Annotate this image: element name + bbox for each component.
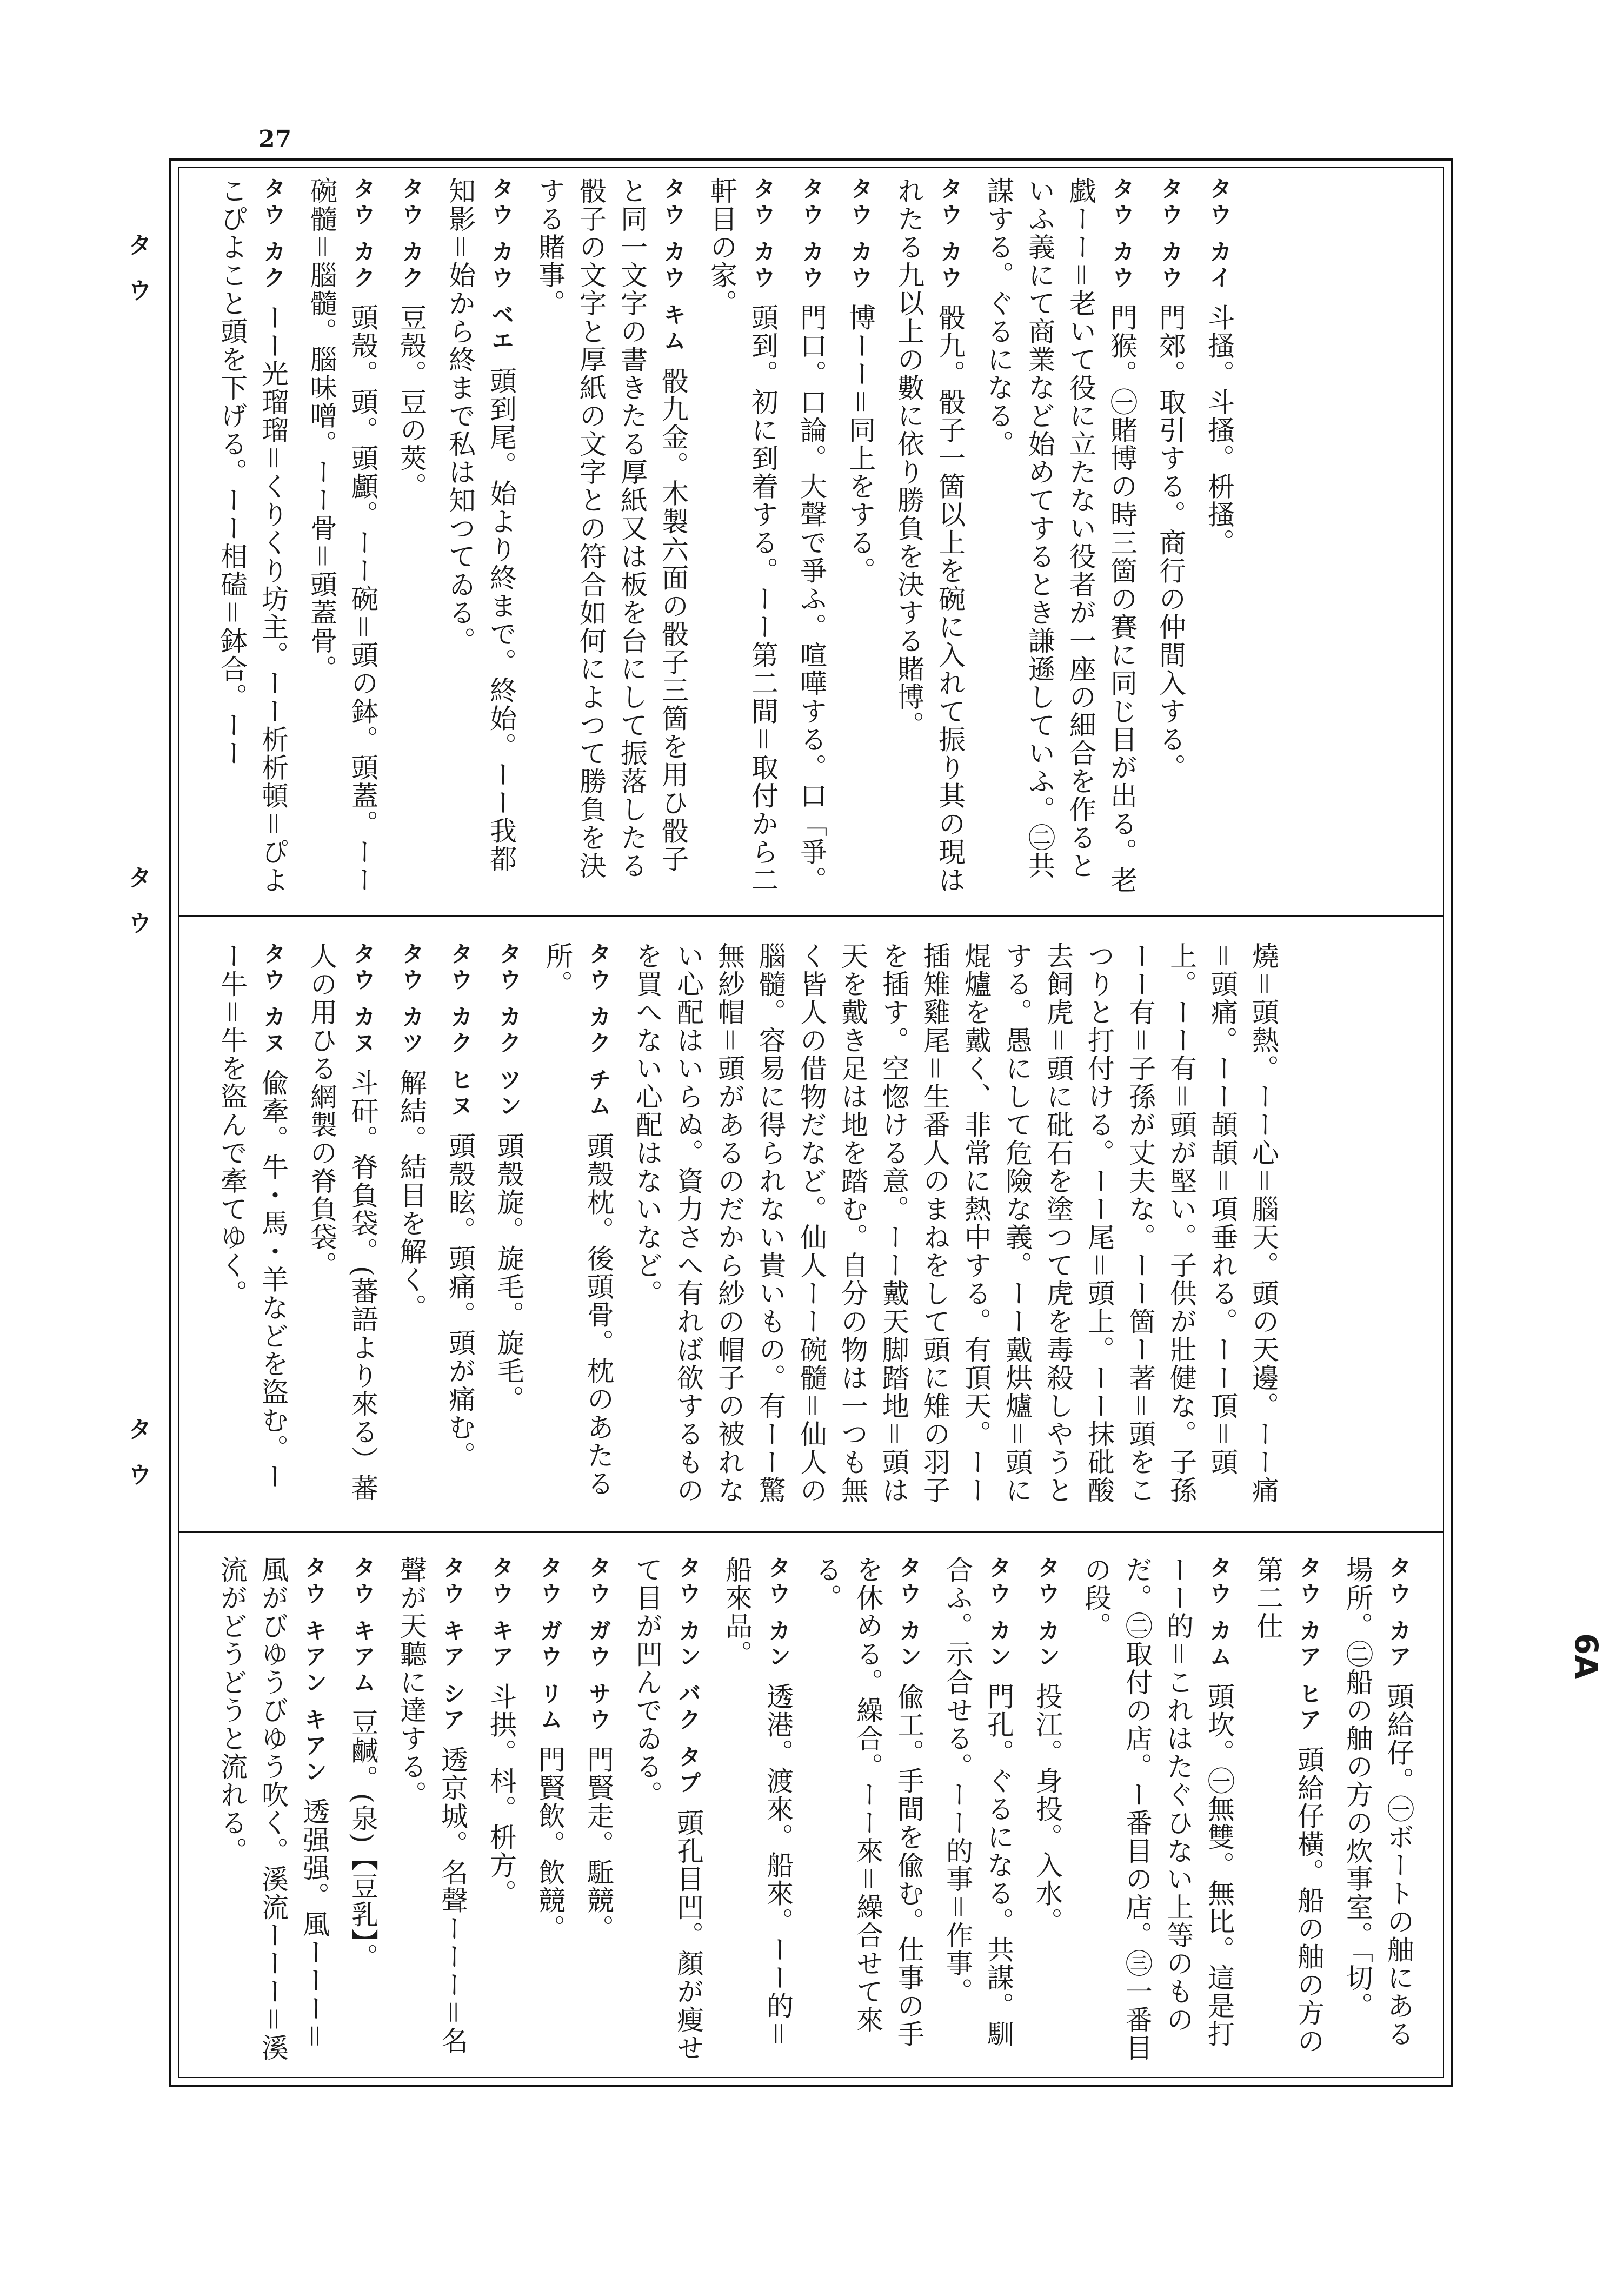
- entry-definition: 頭殼眩。頭痛。頭が痛む。: [444, 1132, 476, 1470]
- dictionary-entry: [529, 1556, 570, 2075]
- entry-definition: 豆鹹。(泉)【豆乳】。: [347, 1708, 378, 1972]
- entry-headword: タウ ガウ リム: [537, 1556, 563, 1734]
- entry-headword: タウ カン: [896, 1556, 922, 1671]
- entry-definition: 門猴。㊀賭博の時三箇の賽に同じ目が出る。老戯ーー＝老いて役に立たない役者が一座の細合を作るといふ義にて商業など始めてするとき謙遜していふ。㊁共謀する。ぐるになる。: [983, 177, 1138, 894]
- entry-definition: 解結。結目を解く。: [396, 1069, 427, 1322]
- entry-definition: 偸工。手間を偸む。仕事の手を休める。繰合。ーー來＝繰合せて來る。: [811, 1556, 924, 2048]
- tier3-head-mark: タウ: [124, 1417, 151, 1508]
- page-number: 27: [258, 125, 292, 153]
- tier2-head-mark: タウ: [124, 865, 151, 956]
- tier-3: [204, 1556, 1424, 2075]
- dictionary-entry: [391, 177, 432, 896]
- entry-definition: 燒＝頭熱。ーー心＝腦天。頭の天邊。ーー痛＝頭痛。ーー頡頡＝項垂れる。ーー頂＝頭上。ーー有＝頭が堅い。子供が壯健な。子孫ーー有＝子孫が丈夫な。ーー箇ー著＝頭をこつりと打付ける。ーー尾＝頭上。ーー抹砒酸去飼虎＝頭に砒石を塗つて虎を毒殺しやうとする。愚にして危險な義。ーー戴烘爐＝頭に焜爐を戴く、非常に熱中する。有頂天。ーー插雉雞尾＝生番人のまねをして頭に雉の羽子を插す。空惚ける意。ーー戴天脚踏地＝頭は天を戴き足は地を踏む。自分の物は一つも無く皆人の借物だなど。仙人ーー碗髓＝仙人の腦髓。容易に得られない貴いもの。有ーー驚無紗帽＝頭があるのだから紗の帽子の被れない心配はいらぬ。資力さへ有れば欲するものを買へない心配はないなど。: [631, 942, 1279, 1504]
- entry-definition: 透强强。風ーーー＝風がびゆうびゆう吹く。溪流ーーー＝溪流がどうどうと流れる。: [216, 1556, 330, 2062]
- entry-headword: タウ カウ ベエ: [488, 177, 515, 355]
- entry-definition: ーー光瑠瑠＝くりくり坊主。ーー析析頓＝ぴよこぴよこと頭を下げる。ーー相磕＝鉢合。ーー: [216, 177, 289, 894]
- tier-1: [204, 177, 1424, 896]
- dictionary-entry: [1199, 177, 1240, 896]
- entry-headword: タウ カイ: [1206, 177, 1233, 292]
- side-code: 6A: [1568, 1633, 1605, 1680]
- dictionary-frame: [169, 158, 1453, 2087]
- entry-definition: 門賢走。駈競。: [583, 1746, 614, 1943]
- entry-headword: タウ カク ツン: [496, 942, 522, 1120]
- entry-headword: タウ キアム: [350, 1556, 376, 1697]
- tier-divider-2: [178, 1531, 1444, 1533]
- entry-definition: 斗搔。斗搔。枡搔。: [1203, 303, 1235, 557]
- dictionary-entry: [481, 1556, 522, 2075]
- entry-definition: 透港。渡來。船來。ーー的＝船來品。: [721, 1556, 794, 2048]
- entry-headword: タウ カヌ: [260, 942, 287, 1057]
- tier1-head-mark: タウ: [124, 233, 151, 323]
- entry-headword: タウ カウ: [937, 177, 963, 292]
- entry-definition: 博ーー＝同上をする。: [844, 303, 876, 585]
- entry-definition: 斗拱。枓。枡方。: [485, 1682, 517, 1908]
- entry-definition: 門郊。取引する。商行の仲間入する。: [1155, 303, 1186, 782]
- dictionary-entry: [488, 942, 529, 1510]
- dictionary-entry: [1027, 1556, 1068, 2075]
- entry-headword: タウ カン バク タプ: [675, 1556, 702, 1797]
- dictionary-entry: [1150, 177, 1191, 896]
- entry-headword: タウ カウ: [799, 177, 825, 292]
- dictionary-entry: [301, 177, 383, 896]
- entry-headword: タウ ガウ サウ: [586, 1556, 612, 1734]
- dictionary-entry: [529, 177, 694, 896]
- entry-headword: タウ カク: [350, 177, 376, 292]
- dictionary-entry: [440, 177, 522, 896]
- dictionary-entry: [1337, 1556, 1419, 2075]
- entry-definition: 斗矸。脊負袋。(蕃語より來る）蕃人の用ひる網製の脊負袋。: [306, 942, 378, 1503]
- dictionary-entry: [578, 1556, 619, 2075]
- entry-headword: タウ キアン キアン: [301, 1556, 328, 1786]
- entry-definition: 骰九金。木製六面の骰子三箇を用ひ骰子と同一文字の書きたる厚紙又は板を台にして振落したる骰子の文字と厚紙の文字との符合如何によつて勝負を決する賭事。: [534, 177, 689, 880]
- dictionary-entry: [211, 177, 294, 896]
- dictionary-entry: [716, 1556, 799, 2075]
- entry-headword: タウ カン: [1034, 1556, 1061, 1671]
- entry-headword: タウ カヌ: [350, 942, 376, 1057]
- entry-headword: タウ カウ キム: [660, 177, 687, 355]
- entry-headword: タウ カク ヒヌ: [447, 942, 474, 1120]
- entry-headword: タウ カウ: [1109, 177, 1135, 292]
- entry-definition: 投江。身投。入水。: [1032, 1682, 1063, 1936]
- dictionary-entry: [391, 1556, 473, 2075]
- entry-definition: 透京城。名聲ーーー＝名聲が天聽に達する。: [396, 1556, 468, 2055]
- entry-definition: 頭殼枕。後頭骨。枕のあたる所。: [542, 942, 614, 1498]
- entry-definition: 頭給仔。㊀ボートの舳にある場所。㊁船の舳の方の炊事室。「切。: [1342, 1556, 1414, 2048]
- entry-headword: タウ カア ヒア: [1296, 1556, 1322, 1734]
- entry-headword: タウ キア: [488, 1556, 515, 1671]
- dictionary-entry: [440, 942, 481, 1510]
- entry-definition: 頭給仔橫。船の舳の方の第二仕: [1252, 1556, 1325, 2055]
- entry-headword: タウ カク チム: [586, 942, 612, 1120]
- dictionary-entry: [627, 1556, 709, 2075]
- entry-definition: 門口。口論。大聲で爭ふ。喧嘩する。口「爭。: [796, 303, 827, 894]
- entry-headword: タウ カウ: [750, 177, 776, 292]
- dictionary-entry: [1075, 1556, 1240, 2075]
- dictionary-entry: [301, 942, 383, 1510]
- entry-definition: 骰九。骰子一箇以上を碗に入れて振り其の現はれたる九以上の數に依り勝負を決する賭博。: [893, 177, 966, 894]
- dictionary-entry: [701, 177, 783, 896]
- entry-headword: タウ カン: [986, 1556, 1012, 1671]
- entry-definition: 門賢飲。飲競。: [534, 1746, 566, 1943]
- dictionary-entry: [1247, 1556, 1329, 2075]
- entry-definition: 偸牽。牛・馬・羊などを盜む。ーー牛＝牛を盜んで牽てゆく。: [216, 942, 289, 1491]
- entry-definition: 頭殼旋。旋毛。旋毛。: [493, 1132, 524, 1414]
- entry-headword: タウ カウ: [1158, 177, 1184, 292]
- dictionary-entry: [806, 1556, 929, 2075]
- entry-headword: タウ カウ: [847, 177, 874, 292]
- entry-headword: タウ カム: [1206, 1556, 1233, 1671]
- dictionary-entry: [888, 177, 970, 896]
- tier-2: [204, 942, 1424, 1510]
- entry-headword: タウ カツ: [398, 942, 425, 1057]
- tier-divider-1: [178, 915, 1444, 917]
- entry-definition: 門孔。ぐるになる。共謀。馴合ふ。示合せる。ーー的事＝作事。: [942, 1556, 1014, 2048]
- entry-headword: タウ カク: [260, 177, 287, 292]
- dictionary-entry: [937, 1556, 1019, 2075]
- entry-headword: タウ カア: [1386, 1556, 1412, 1671]
- entry-headword: タウ カン: [765, 1556, 791, 1671]
- entry-definition: 豆殼。豆の莢。: [396, 303, 427, 501]
- dictionary-entry: [627, 942, 1284, 1510]
- entry-definition: 頭坎。㊀無雙。無比。這是打ーー的＝これはたぐひない上等のものだ。㊁取付の店。ー番目の店。㊂一番目の段。: [1080, 1556, 1235, 2062]
- dictionary-entry: [211, 942, 294, 1510]
- dictionary-entry: [840, 177, 881, 896]
- dictionary-entry: [978, 177, 1142, 896]
- entry-definition: 頭到。初に到着する。ーー第二間＝取付から二軒目の家。: [706, 177, 779, 894]
- dictionary-entry: [342, 1556, 383, 2075]
- dictionary-entry: [211, 1556, 335, 2075]
- entry-definition: 頭殼。頭。頭顱。ーー碗＝頭の鉢。頭蓋。ーー碗髓＝腦髓。腦味噌。ーー骨＝頭蓋骨。: [306, 177, 378, 894]
- entry-definition: 頭到尾。始より終まで。終始。ーー我都知影＝始から終まで私は知つてゐる。: [444, 177, 517, 873]
- entry-headword: タウ カク: [398, 177, 425, 292]
- dictionary-entry: [791, 177, 832, 896]
- entry-definition: 頭孔目凹。顏が瘦せて目が凹んでゐる。: [631, 1556, 704, 2062]
- entry-headword: タウ キア シア: [440, 1556, 466, 1734]
- dictionary-entry: [391, 942, 432, 1510]
- dictionary-entry: [537, 942, 619, 1510]
